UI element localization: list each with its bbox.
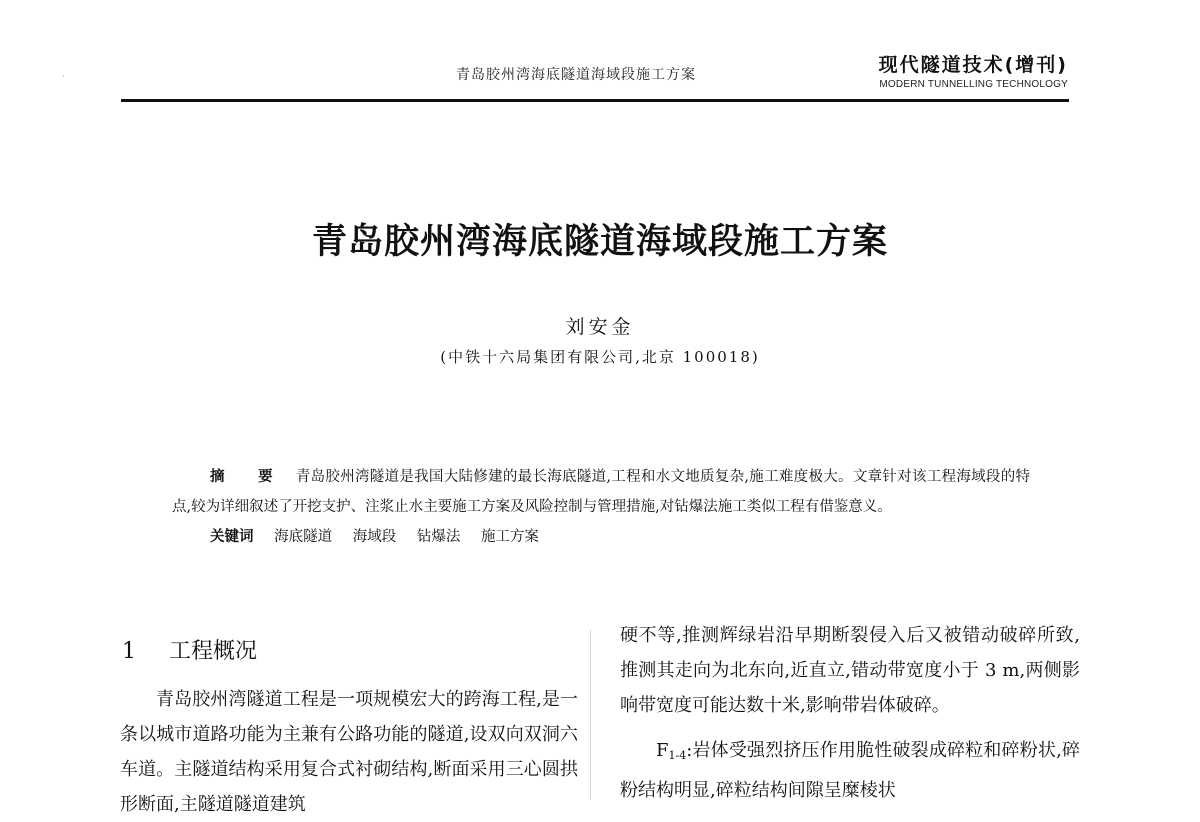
author: 刘安金 <box>565 316 635 338</box>
fault-subscript: 1-4 <box>668 749 687 762</box>
abstract-paragraph <box>172 462 1030 522</box>
keywords-line <box>172 522 1030 552</box>
body-paragraph <box>620 733 1080 808</box>
article-title: 青岛胶州湾海底隧道海域段施工方案 <box>311 222 888 262</box>
abstract <box>172 462 1030 552</box>
header-rule <box>121 99 1069 102</box>
affiliation: (中铁十六局集团有限公司,北京 100018) <box>440 348 760 366</box>
section-number: 1 <box>122 639 136 664</box>
scan-mark: · <box>62 72 65 81</box>
section-title: 工程概况 <box>169 639 258 664</box>
journal-name-cn: 现代隧道技术(增刊) <box>878 54 1068 76</box>
keyword: 钻爆法 <box>416 529 461 545</box>
keywords-label: 关键词 <box>210 529 254 545</box>
keyword: 施工方案 <box>480 529 539 545</box>
right-column <box>620 618 1080 808</box>
running-title: 青岛胶州湾海底隧道海域段施工方案 <box>456 67 696 83</box>
body-paragraph: 硬不等,推测辉绿岩沿早期断裂侵入后又被错动破碎所致,推测其走向为北东向,近直立,错动带宽度小于 3 m,两侧影响带宽度可能达数十米,影响带岩体破碎。 <box>620 625 1080 716</box>
keyword: 海底隧道 <box>274 529 333 545</box>
abstract-text: 青岛胶州湾隧道是我国大陆修建的最长海底隧道,工程和水文地质复杂,施工难度极大。文章针对该工程海域段的特点,较为详细叙述了开挖支护、注浆止水主要施工方案及风险控制与管理措施,对钻爆法施工类似工程有借鉴意义。 <box>172 469 1030 515</box>
section-heading <box>122 634 257 665</box>
journal-name-en: MODERN TUNNELLING TECHNOLOGY <box>879 79 1068 90</box>
column-divider <box>590 630 591 800</box>
abstract-label: 摘 要 <box>210 469 287 485</box>
fault-label: F <box>656 740 669 761</box>
fault-description: :岩体受强烈挤压作用脆性破裂成碎粒和碎粉状,碎粉结构明显,碎粒结构间隙呈糜棱状 <box>620 740 1080 801</box>
body-paragraph: 青岛胶州湾隧道工程是一项规模宏大的跨海工程,是一条以城市道路功能为主兼有公路功能的隧道,设双向双洞六车道。主隧道结构采用复合式衬砌结构,断面采用三心圆拱形断面,主隧道隧道建筑 <box>120 689 578 815</box>
journal-block <box>879 50 1068 90</box>
left-column <box>120 682 578 822</box>
keyword: 海域段 <box>352 529 397 545</box>
